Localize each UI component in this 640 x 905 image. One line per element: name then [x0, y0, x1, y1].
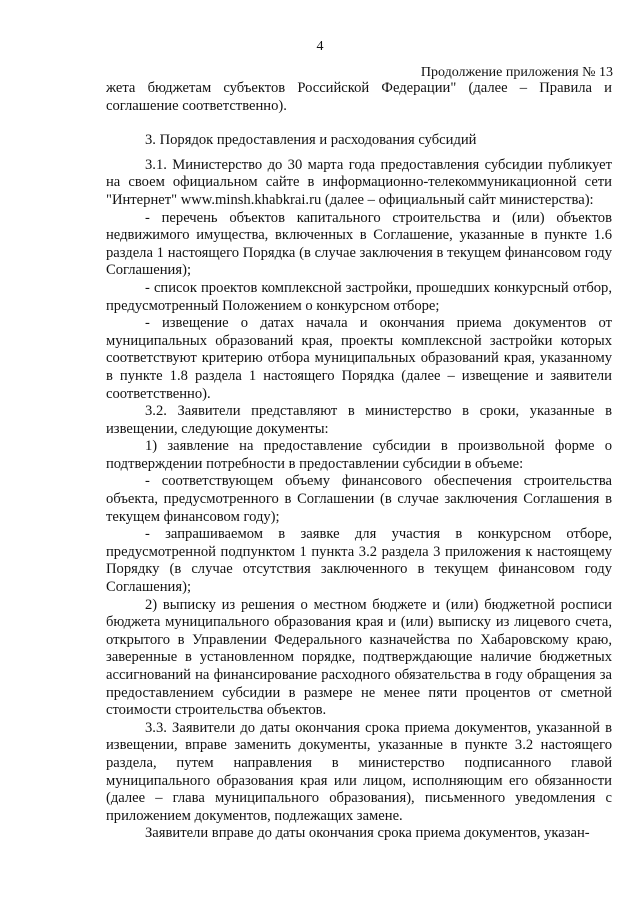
list-item-application: 1) заявление на предоставление субсидии в произвольной форме о подтверждении потребности в предоставлении субсидии в объеме: — [106, 438, 612, 472]
page-number: 4 — [316, 39, 324, 54]
list-item-volume-request: - запрашиваемом в заявке для участия в конкурсном отборе, предусмотренной подпунктом 1 пункта 3.2 раздела 3 приложения к настоящему Порядку (в случае отсутствия заключенного в текущем финансовом году Соглашения); — [106, 526, 612, 596]
paragraph-3-1: 3.1. Министерство до 30 марта года предоставления субсидии публикует на своем официальном сайте в информационно-телекоммуникационной сети "Интернет" www.minsh.khabkrai.ru (далее – официальный сайт министерства): — [106, 156, 612, 208]
list-item-budget-extract: 2) выписку из решения о местном бюджете и (или) бюджетной росписи бюджета муниципального образования края и (или) выписку из лицевого счета, открытого в Управлении Федерального казначейства по Хабаровскому краю, заверенные в установленном порядке, подтверждающие наличие бюджетных ассигнований на финансирование расходного обязательства в году обращения за предоставлением субсидии в размере не менее пяти процентов от сметной стоимости строительства объектов. — [106, 596, 612, 719]
section-heading: 3. Порядок предоставления и расходования субсидий — [145, 132, 477, 149]
paragraph-continuation: жета бюджетам субъектов Российской Федерации" (далее – Правила и соглашение соответственно). — [106, 80, 612, 114]
paragraph-3-2: 3.2. Заявители представляют в министерство в сроки, указанные в извещении, следующие документы: — [106, 403, 612, 437]
appendix-reference: Продолжение приложения № 13 — [420, 65, 613, 80]
list-item-projects: - список проектов комплексной застройки, прошедших конкурсный отбор, предусмотренный Положением о конкурсном отборе; — [106, 279, 612, 314]
list-item-objects: - перечень объектов капитального строительства и (или) объектов недвижимого имущества, включенных в Соглашение, указанные в пункте 1.6 раздела 1 настоящего Порядка (в случае заключения в текущем финансовом году Соглашения); — [106, 209, 612, 279]
document-body — [106, 80, 612, 843]
list-item-notice: - извещение о датах начала и окончания приема документов от муниципальных образований края, проекты комплексной застройки которых соответствуют критерию отбора муниципальных образований края, указанному в пункте 1.8 раздела 1 настоящего Порядка (далее – извещение и заявители соответственно). — [106, 315, 612, 402]
list-item-volume-agreement: - соответствующем объему финансового обеспечения строительства объекта, предусмотренного в Соглашении (в случае заключения Соглашения в текущем финансовом году); — [106, 473, 612, 525]
paragraph-3-3: 3.3. Заявители до даты окончания срока приема документов, указанной в извещении, вправе заменить документы, указанные в пункте 3.2 настоящего раздела, путем направления в министерство подписанного главой муниципального образования края или лицом, исполняющим его обязанности (далее – глава муниципального образования), письменного уведомления с приложением документов, подлежащих замене. — [106, 719, 612, 824]
paragraph-continued: Заявители вправе до даты окончания срока приема документов, указан- — [145, 825, 590, 842]
